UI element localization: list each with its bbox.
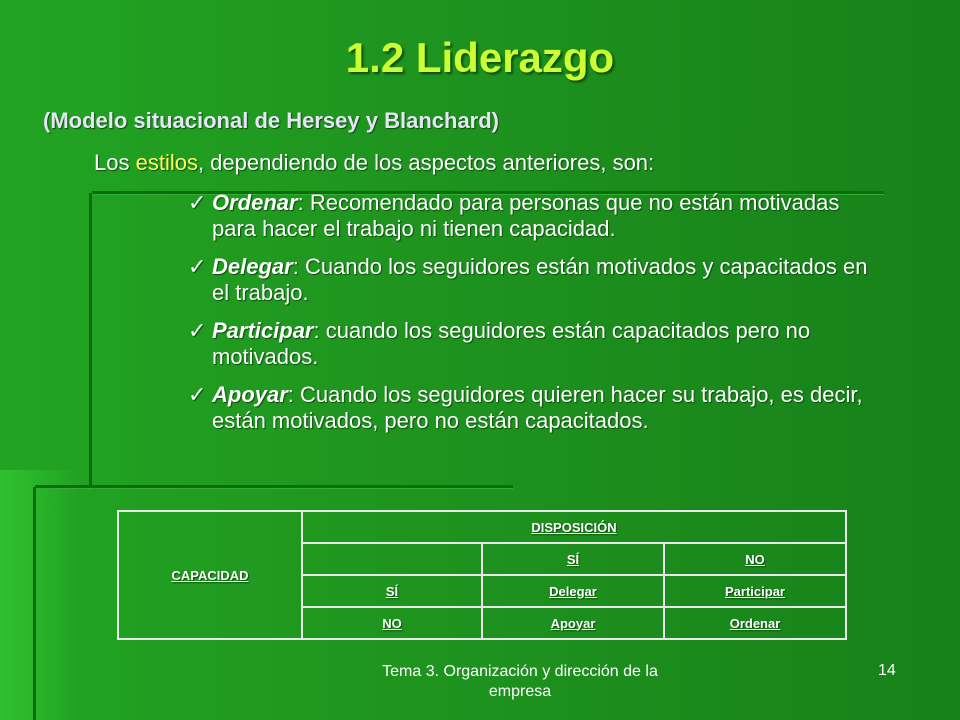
checkmark-icon: ✓ — [188, 190, 207, 215]
disposition-no: NO — [664, 543, 846, 575]
style-item-apoyar — [188, 382, 868, 434]
table-cell: Delegar — [482, 575, 664, 607]
style-item-participar — [188, 318, 868, 370]
style-description: : Cuando los seguidores quieren hacer su trabajo, es decir, están motivados, pero no están capacitados. — [212, 382, 863, 433]
intro-before: Los — [94, 150, 136, 175]
page-number: 14 — [878, 662, 896, 679]
style-description: : cuando los seguidores están capacitados pero no motivados. — [212, 318, 811, 369]
intro-text — [94, 150, 654, 176]
checkmark-icon: ✓ — [188, 318, 207, 343]
table-cell: Ordenar — [664, 607, 846, 639]
style-description: : Recomendado para personas que no están motivadas para hacer el trabajo ni tienen capacidad. — [212, 190, 840, 241]
table-cell: Participar — [664, 575, 846, 607]
frame-line-left — [89, 193, 92, 489]
slide-title: 1.2 Liderazgo — [345, 34, 615, 81]
capacity-yes: SÍ — [302, 575, 482, 607]
capacity-header: CAPACIDAD — [118, 511, 302, 639]
style-item-ordenar — [188, 190, 868, 242]
disposition-yes: SÍ — [482, 543, 664, 575]
disposition-header: DISPOSICIÓN — [302, 511, 846, 543]
table-cell: Apoyar — [482, 607, 664, 639]
style-term: Delegar — [212, 254, 293, 279]
frame-line-bottom — [35, 485, 513, 488]
slide-subtitle: (Modelo situacional de Hersey y Blanchard) — [43, 108, 500, 133]
styles-list — [188, 190, 868, 446]
checkmark-icon: ✓ — [188, 382, 207, 407]
checkmark-icon: ✓ — [188, 254, 207, 279]
style-term: Ordenar — [212, 190, 298, 215]
background-glow — [0, 470, 80, 720]
leadership-matrix-table — [117, 510, 847, 640]
slide-footer: Tema 3. Organización y dirección de la empresa — [382, 663, 658, 700]
intro-highlight: estilos — [135, 150, 198, 175]
style-term: Participar — [212, 318, 314, 343]
capacity-no: NO — [302, 607, 482, 639]
table-row — [118, 511, 846, 543]
style-term: Apoyar — [212, 382, 288, 407]
frame-line-left-lower — [33, 487, 36, 720]
style-description: : Cuando los seguidores están motivados y capacitados en el trabajo. — [212, 254, 868, 305]
style-item-delegar — [188, 254, 868, 306]
table-corner-cell — [302, 543, 482, 575]
intro-after: , dependiendo de los aspectos anteriores, son: — [197, 150, 655, 175]
